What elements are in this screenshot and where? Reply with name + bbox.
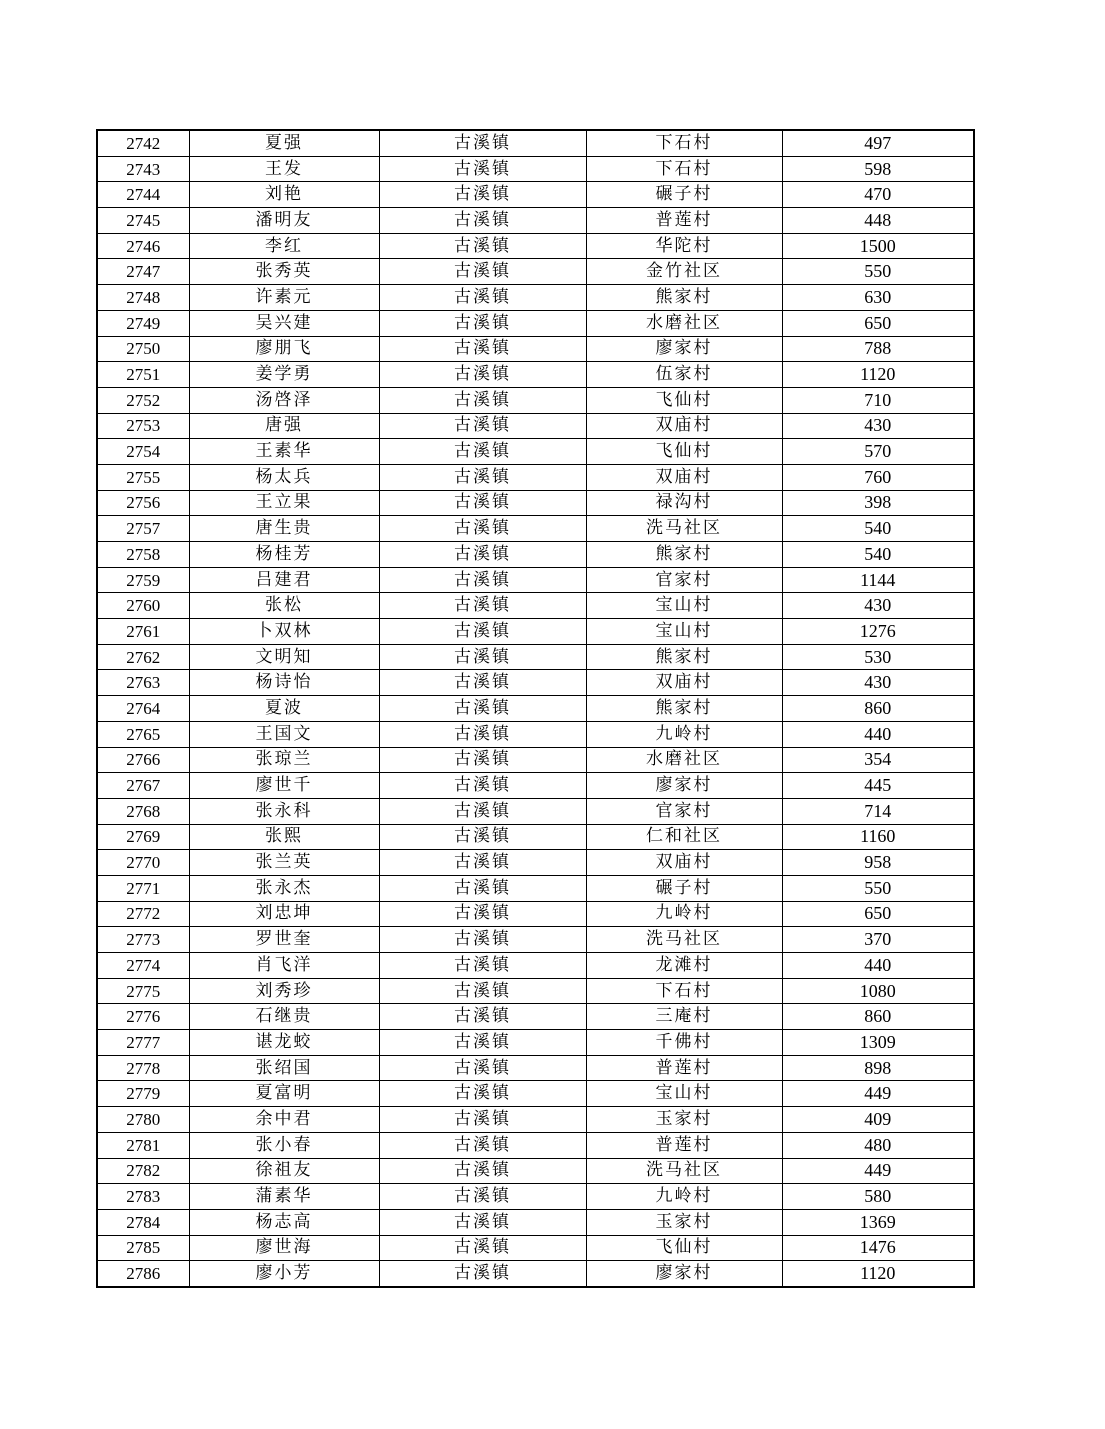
table-row [97,413,974,439]
amount-cell: 630 [782,285,974,311]
village-cell: 廖家村 [586,773,782,799]
table-row [97,233,974,259]
town-cell: 古溪镇 [379,670,586,696]
name-cell: 夏波 [189,696,379,722]
table-row [97,1030,974,1056]
village-cell: 双庙村 [586,670,782,696]
row-number-cell: 2771 [97,875,189,901]
amount-cell: 530 [782,644,974,670]
table-row [97,542,974,568]
town-cell: 古溪镇 [379,130,586,156]
amount-cell: 449 [782,1158,974,1184]
table-row [97,953,974,979]
town-cell: 古溪镇 [379,978,586,1004]
village-cell: 华陀村 [586,233,782,259]
village-cell: 洗马社区 [586,1158,782,1184]
town-cell: 古溪镇 [379,259,586,285]
town-cell: 古溪镇 [379,619,586,645]
town-cell: 古溪镇 [379,1004,586,1030]
table-row [97,156,974,182]
row-number-cell: 2757 [97,516,189,542]
town-cell: 古溪镇 [379,721,586,747]
village-cell: 双庙村 [586,464,782,490]
village-cell: 洗马社区 [586,927,782,953]
name-cell: 刘艳 [189,182,379,208]
row-number-cell: 2776 [97,1004,189,1030]
row-number-cell: 2762 [97,644,189,670]
town-cell: 古溪镇 [379,1081,586,1107]
amount-cell: 1144 [782,567,974,593]
town-cell: 古溪镇 [379,901,586,927]
row-number-cell: 2756 [97,490,189,516]
amount-cell: 710 [782,387,974,413]
row-number-cell: 2764 [97,696,189,722]
town-cell: 古溪镇 [379,413,586,439]
name-cell: 杨诗怡 [189,670,379,696]
row-number-cell: 2767 [97,773,189,799]
town-cell: 古溪镇 [379,1055,586,1081]
name-cell: 张琼兰 [189,747,379,773]
roster-table [96,129,975,1288]
village-cell: 廖家村 [586,336,782,362]
name-cell: 卜双林 [189,619,379,645]
name-cell: 罗世奎 [189,927,379,953]
amount-cell: 449 [782,1081,974,1107]
name-cell: 夏富明 [189,1081,379,1107]
amount-cell: 650 [782,901,974,927]
name-cell: 汤啓泽 [189,387,379,413]
amount-cell: 445 [782,773,974,799]
town-cell: 古溪镇 [379,208,586,234]
town-cell: 古溪镇 [379,490,586,516]
name-cell: 潘明友 [189,208,379,234]
table-row [97,1209,974,1235]
village-cell: 九岭村 [586,721,782,747]
amount-cell: 860 [782,1004,974,1030]
table-row [97,310,974,336]
amount-cell: 1120 [782,362,974,388]
town-cell: 古溪镇 [379,644,586,670]
amount-cell: 1120 [782,1261,974,1287]
amount-cell: 1160 [782,824,974,850]
name-cell: 杨志高 [189,1209,379,1235]
table-row [97,182,974,208]
name-cell: 廖世海 [189,1235,379,1261]
village-cell: 双庙村 [586,850,782,876]
name-cell: 姜学勇 [189,362,379,388]
village-cell: 廖家村 [586,1261,782,1287]
table-row [97,1107,974,1133]
table-row [97,130,974,156]
row-number-cell: 2763 [97,670,189,696]
town-cell: 古溪镇 [379,182,586,208]
row-number-cell: 2755 [97,464,189,490]
table-row [97,1132,974,1158]
amount-cell: 430 [782,593,974,619]
table-row [97,875,974,901]
amount-cell: 398 [782,490,974,516]
village-cell: 普莲村 [586,1132,782,1158]
town-cell: 古溪镇 [379,233,586,259]
village-cell: 碾子村 [586,182,782,208]
name-cell: 李红 [189,233,379,259]
row-number-cell: 2746 [97,233,189,259]
table-row [97,773,974,799]
table-row [97,721,974,747]
row-number-cell: 2779 [97,1081,189,1107]
village-cell: 官家村 [586,567,782,593]
row-number-cell: 2761 [97,619,189,645]
table-row [97,1055,974,1081]
village-cell: 水磨社区 [586,310,782,336]
row-number-cell: 2758 [97,542,189,568]
row-number-cell: 2768 [97,798,189,824]
table-row [97,387,974,413]
table-row [97,850,974,876]
town-cell: 古溪镇 [379,1209,586,1235]
amount-cell: 470 [782,182,974,208]
village-cell: 金竹社区 [586,259,782,285]
row-number-cell: 2745 [97,208,189,234]
name-cell: 夏强 [189,130,379,156]
table-row [97,464,974,490]
table-row [97,593,974,619]
village-cell: 水磨社区 [586,747,782,773]
town-cell: 古溪镇 [379,567,586,593]
row-number-cell: 2744 [97,182,189,208]
amount-cell: 1276 [782,619,974,645]
amount-cell: 1369 [782,1209,974,1235]
village-cell: 禄沟村 [586,490,782,516]
amount-cell: 598 [782,156,974,182]
town-cell: 古溪镇 [379,593,586,619]
village-cell: 龙滩村 [586,953,782,979]
amount-cell: 540 [782,516,974,542]
village-cell: 洗马社区 [586,516,782,542]
amount-cell: 409 [782,1107,974,1133]
name-cell: 文明知 [189,644,379,670]
row-number-cell: 2766 [97,747,189,773]
row-number-cell: 2754 [97,439,189,465]
name-cell: 唐生贵 [189,516,379,542]
table-row [97,798,974,824]
town-cell: 古溪镇 [379,953,586,979]
town-cell: 古溪镇 [379,336,586,362]
row-number-cell: 2784 [97,1209,189,1235]
name-cell: 廖小芳 [189,1261,379,1287]
table-row [97,927,974,953]
row-number-cell: 2781 [97,1132,189,1158]
amount-cell: 958 [782,850,974,876]
name-cell: 杨桂芳 [189,542,379,568]
town-cell: 古溪镇 [379,310,586,336]
village-cell: 九岭村 [586,901,782,927]
amount-cell: 570 [782,439,974,465]
row-number-cell: 2780 [97,1107,189,1133]
village-cell: 飞仙村 [586,387,782,413]
row-number-cell: 2750 [97,336,189,362]
table-row [97,644,974,670]
name-cell: 王发 [189,156,379,182]
row-number-cell: 2769 [97,824,189,850]
town-cell: 古溪镇 [379,798,586,824]
table-row [97,670,974,696]
row-number-cell: 2777 [97,1030,189,1056]
table-row [97,619,974,645]
village-cell: 下石村 [586,130,782,156]
town-cell: 古溪镇 [379,1132,586,1158]
village-cell: 宝山村 [586,1081,782,1107]
village-cell: 熊家村 [586,542,782,568]
name-cell: 廖朋飞 [189,336,379,362]
row-number-cell: 2782 [97,1158,189,1184]
name-cell: 王素华 [189,439,379,465]
table-row [97,1235,974,1261]
row-number-cell: 2774 [97,953,189,979]
village-cell: 玉家村 [586,1107,782,1133]
row-number-cell: 2751 [97,362,189,388]
name-cell: 石继贵 [189,1004,379,1030]
row-number-cell: 2748 [97,285,189,311]
village-cell: 仁和社区 [586,824,782,850]
town-cell: 古溪镇 [379,542,586,568]
table-row [97,824,974,850]
row-number-cell: 2743 [97,156,189,182]
row-number-cell: 2747 [97,259,189,285]
table-row [97,285,974,311]
amount-cell: 650 [782,310,974,336]
row-number-cell: 2778 [97,1055,189,1081]
row-number-cell: 2770 [97,850,189,876]
town-cell: 古溪镇 [379,387,586,413]
row-number-cell: 2753 [97,413,189,439]
village-cell: 玉家村 [586,1209,782,1235]
amount-cell: 1500 [782,233,974,259]
amount-cell: 497 [782,130,974,156]
row-number-cell: 2773 [97,927,189,953]
table-row [97,1081,974,1107]
amount-cell: 1309 [782,1030,974,1056]
village-cell: 九岭村 [586,1184,782,1210]
table-row [97,567,974,593]
town-cell: 古溪镇 [379,824,586,850]
table-row [97,696,974,722]
amount-cell: 440 [782,721,974,747]
name-cell: 张熙 [189,824,379,850]
name-cell: 刘秀珍 [189,978,379,1004]
table-row [97,1004,974,1030]
amount-cell: 540 [782,542,974,568]
row-number-cell: 2752 [97,387,189,413]
village-cell: 飞仙村 [586,439,782,465]
village-cell: 下石村 [586,978,782,1004]
row-number-cell: 2749 [97,310,189,336]
town-cell: 古溪镇 [379,1235,586,1261]
name-cell: 张永杰 [189,875,379,901]
village-cell: 宝山村 [586,619,782,645]
village-cell: 普莲村 [586,208,782,234]
town-cell: 古溪镇 [379,439,586,465]
town-cell: 古溪镇 [379,1158,586,1184]
amount-cell: 860 [782,696,974,722]
table-row [97,259,974,285]
amount-cell: 370 [782,927,974,953]
town-cell: 古溪镇 [379,927,586,953]
amount-cell: 440 [782,953,974,979]
name-cell: 廖世千 [189,773,379,799]
town-cell: 古溪镇 [379,696,586,722]
amount-cell: 898 [782,1055,974,1081]
amount-cell: 550 [782,875,974,901]
amount-cell: 354 [782,747,974,773]
name-cell: 张秀英 [189,259,379,285]
table-row [97,1184,974,1210]
table-row [97,490,974,516]
row-number-cell: 2759 [97,567,189,593]
name-cell: 王立果 [189,490,379,516]
town-cell: 古溪镇 [379,1030,586,1056]
name-cell: 许素元 [189,285,379,311]
town-cell: 古溪镇 [379,1261,586,1287]
village-cell: 宝山村 [586,593,782,619]
town-cell: 古溪镇 [379,1107,586,1133]
village-cell: 伍家村 [586,362,782,388]
row-number-cell: 2775 [97,978,189,1004]
table-row [97,439,974,465]
village-cell: 飞仙村 [586,1235,782,1261]
table-row [97,901,974,927]
name-cell: 张兰英 [189,850,379,876]
name-cell: 王国文 [189,721,379,747]
village-cell: 三庵村 [586,1004,782,1030]
table-row [97,208,974,234]
row-number-cell: 2765 [97,721,189,747]
village-cell: 千佛村 [586,1030,782,1056]
roster-table-body [97,130,974,1287]
amount-cell: 1080 [782,978,974,1004]
row-number-cell: 2742 [97,130,189,156]
village-cell: 熊家村 [586,285,782,311]
name-cell: 张小春 [189,1132,379,1158]
row-number-cell: 2785 [97,1235,189,1261]
town-cell: 古溪镇 [379,516,586,542]
name-cell: 余中君 [189,1107,379,1133]
amount-cell: 760 [782,464,974,490]
table-row [97,1261,974,1287]
village-cell: 熊家村 [586,696,782,722]
amount-cell: 550 [782,259,974,285]
village-cell: 双庙村 [586,413,782,439]
name-cell: 吕建君 [189,567,379,593]
name-cell: 张永科 [189,798,379,824]
town-cell: 古溪镇 [379,747,586,773]
amount-cell: 714 [782,798,974,824]
row-number-cell: 2783 [97,1184,189,1210]
village-cell: 普莲村 [586,1055,782,1081]
village-cell: 下石村 [586,156,782,182]
name-cell: 谌龙蛟 [189,1030,379,1056]
amount-cell: 430 [782,413,974,439]
amount-cell: 788 [782,336,974,362]
table-row [97,362,974,388]
row-number-cell: 2786 [97,1261,189,1287]
town-cell: 古溪镇 [379,156,586,182]
town-cell: 古溪镇 [379,850,586,876]
name-cell: 刘忠坤 [189,901,379,927]
town-cell: 古溪镇 [379,464,586,490]
name-cell: 唐强 [189,413,379,439]
table-row [97,516,974,542]
town-cell: 古溪镇 [379,285,586,311]
row-number-cell: 2760 [97,593,189,619]
village-cell: 碾子村 [586,875,782,901]
table-row [97,747,974,773]
name-cell: 蒲素华 [189,1184,379,1210]
table-row [97,978,974,1004]
town-cell: 古溪镇 [379,1184,586,1210]
town-cell: 古溪镇 [379,773,586,799]
name-cell: 徐祖友 [189,1158,379,1184]
amount-cell: 480 [782,1132,974,1158]
amount-cell: 1476 [782,1235,974,1261]
table-row [97,336,974,362]
name-cell: 吴兴建 [189,310,379,336]
town-cell: 古溪镇 [379,875,586,901]
amount-cell: 430 [782,670,974,696]
village-cell: 熊家村 [586,644,782,670]
row-number-cell: 2772 [97,901,189,927]
town-cell: 古溪镇 [379,362,586,388]
name-cell: 杨太兵 [189,464,379,490]
table-row [97,1158,974,1184]
name-cell: 张绍国 [189,1055,379,1081]
name-cell: 肖飞洋 [189,953,379,979]
village-cell: 官家村 [586,798,782,824]
amount-cell: 448 [782,208,974,234]
name-cell: 张松 [189,593,379,619]
amount-cell: 580 [782,1184,974,1210]
